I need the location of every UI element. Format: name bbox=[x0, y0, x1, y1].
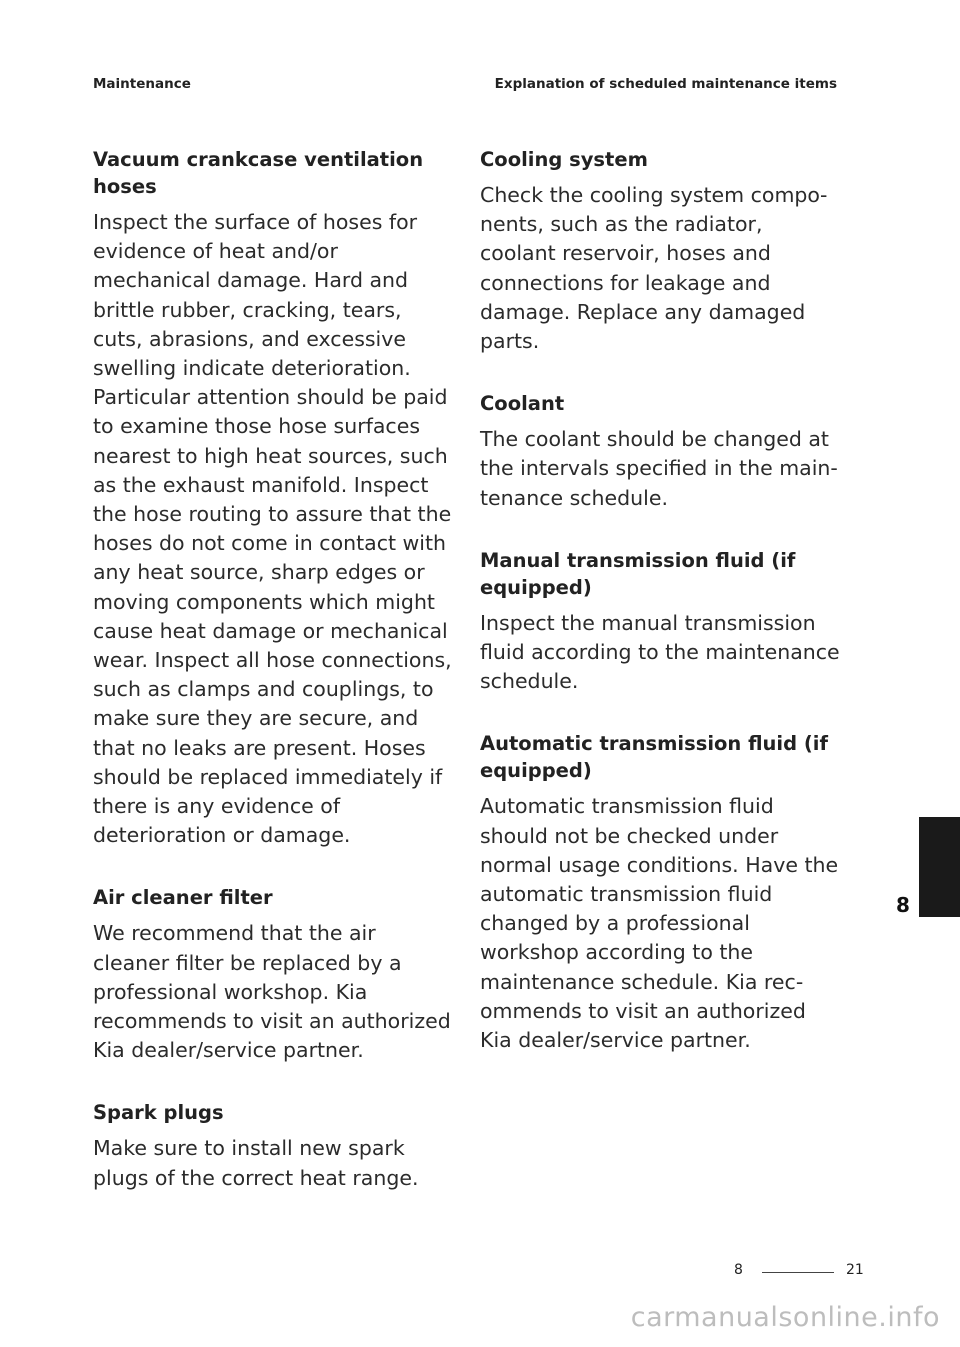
section-vacuum-hoses bbox=[93, 146, 453, 850]
footer-divider bbox=[762, 1272, 834, 1273]
section-coolant bbox=[480, 390, 840, 513]
left-column bbox=[93, 146, 453, 1227]
section-heading: Vacuum crankcase ventilation hoses bbox=[93, 148, 424, 198]
section-body: Inspect the manual transmission fluid according to the maintenance schedule. bbox=[480, 610, 840, 694]
footer-chapter-number: 8 bbox=[734, 1262, 743, 1278]
watermark: carmanualsonline.info bbox=[630, 1302, 940, 1333]
chapter-tab bbox=[919, 817, 960, 917]
section-body: Inspect the surface of hoses for evidence of heat and/or mechanical damage. Hard and brittle rubber, cracking, tears, cuts, abrasions, and excessive swelling indicate deterioration. Particular attention should be paid to examine those hose surfaces nearest to high heat sources, such as the exhaust manifold. Inspect the hose routing to assure that the hoses do not come in contact with any heat source, sharp edges or moving components which might cause heat damage or mechanical wear. Inspect all hose connections, such as clamps and couplings, to make sure they are secure, and that no leaks are present. Hoses should be replaced immediately if there is any evidence of deterioration or damage. bbox=[93, 210, 452, 848]
section-manual-transmission-fluid bbox=[480, 547, 840, 697]
section-automatic-transmission-fluid bbox=[480, 730, 840, 1055]
section-heading: Cooling system bbox=[480, 148, 648, 171]
right-column bbox=[480, 146, 840, 1089]
section-heading: Automatic transmission fluid (if equipped) bbox=[480, 732, 828, 783]
section-spark-plugs bbox=[93, 1099, 453, 1192]
section-body: Automatic transmission fluid should not be checked under normal usage conditions. Have the automatic transmission fluid changed by a professional workshop according to the maintenance schedule. Kia recommends to visit an authorized Kia dealer/service partner. bbox=[480, 794, 839, 1053]
section-cooling-system bbox=[480, 146, 840, 356]
section-air-cleaner-filter bbox=[93, 884, 453, 1065]
section-body: Check the cooling system components, such as the radiator, coolant reservoir, hoses and connections for leakage and damage. Replace any damaged parts. bbox=[480, 183, 828, 354]
footer-page-number: 21 bbox=[846, 1262, 864, 1278]
section-heading: Air cleaner filter bbox=[93, 886, 273, 910]
section-body: We recommend that the air cleaner filter be replaced by a professional workshop. Kia recommends to visit an authorized Kia dealer/service partner. bbox=[93, 921, 451, 1063]
section-heading: Coolant bbox=[480, 392, 565, 416]
running-header-section: Maintenance bbox=[93, 76, 191, 92]
section-body: Make sure to install new spark plugs of the correct heat range. bbox=[93, 1136, 419, 1190]
section-heading: Spark plugs bbox=[93, 1101, 224, 1125]
section-body: The coolant should be changed at the intervals specified in the maintenance schedule. bbox=[480, 427, 838, 510]
running-header-topic: Explanation of scheduled maintenance items bbox=[494, 76, 837, 92]
chapter-tab-number: 8 bbox=[896, 893, 910, 917]
section-heading: Manual transmission fluid (if equipped) bbox=[480, 548, 796, 599]
